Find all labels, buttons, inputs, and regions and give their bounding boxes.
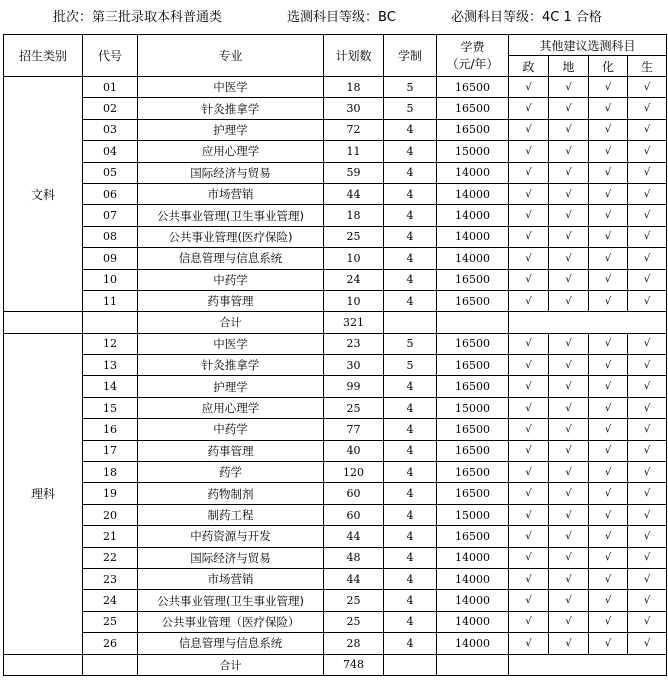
check-mark: √ [509,547,549,568]
table-row [4,419,667,440]
check-mark: √ [549,526,589,547]
major-cell: 公共事业管理(医疗保险) [138,226,324,247]
table-row [4,462,667,483]
plan-cell: 44 [324,526,384,547]
major-cell: 药事管理 [138,290,324,311]
check-mark: √ [549,141,589,162]
check-mark: √ [509,162,549,183]
duration-cell: 4 [384,205,437,226]
code-cell: 21 [83,526,138,547]
code-cell: 07 [83,205,138,226]
check-mark: √ [509,633,549,654]
total-label: 合计 [138,312,324,333]
code-cell: 23 [83,568,138,589]
fee-cell: 16500 [437,462,509,483]
check-mark: √ [628,162,667,183]
fee-cell: 14000 [437,248,509,269]
major-cell: 公共事业管理（医疗保险） [138,611,324,632]
check-mark: √ [509,376,549,397]
major-cell: 针灸推拿学 [138,98,324,119]
check-mark: √ [549,269,589,290]
check-mark: √ [589,376,628,397]
major-cell: 应用心理学 [138,141,324,162]
check-mark: √ [628,205,667,226]
fee-cell: 14000 [437,611,509,632]
empty-cell [83,312,138,333]
check-mark: √ [628,547,667,568]
code-cell: 04 [83,141,138,162]
fee-cell: 16500 [437,269,509,290]
check-mark: √ [589,333,628,354]
table-row [4,269,667,290]
major-cell: 针灸推拿学 [138,355,324,376]
fee-cell: 16500 [437,483,509,504]
fee-cell: 16500 [437,355,509,376]
check-mark: √ [589,462,628,483]
check-mark: √ [549,547,589,568]
fee-cell: 14000 [437,547,509,568]
code-cell: 15 [83,397,138,418]
fee-cell: 16500 [437,98,509,119]
check-mark: √ [589,568,628,589]
check-mark: √ [549,77,589,98]
table-row [4,77,667,98]
check-mark: √ [549,226,589,247]
fee-cell: 14000 [437,633,509,654]
check-mark: √ [589,504,628,525]
fee-cell: 16500 [437,77,509,98]
code-cell: 09 [83,248,138,269]
check-mark: √ [628,355,667,376]
empty-cell [509,654,667,675]
check-mark: √ [628,462,667,483]
fee-cell: 15000 [437,141,509,162]
table-row [4,98,667,119]
plan-cell: 99 [324,376,384,397]
table-row [4,248,667,269]
check-mark: √ [628,440,667,461]
fee-cell: 14000 [437,226,509,247]
code-cell: 12 [83,333,138,354]
check-mark: √ [509,355,549,376]
duration-cell: 4 [384,483,437,504]
check-mark: √ [589,141,628,162]
table-row [4,162,667,183]
code-cell: 10 [83,269,138,290]
table-row [4,141,667,162]
major-cell: 药学 [138,462,324,483]
check-mark: √ [509,290,549,311]
check-mark: √ [589,205,628,226]
major-cell: 药事管理 [138,440,324,461]
major-cell: 信息管理与信息系统 [138,248,324,269]
table-row [4,397,667,418]
major-cell: 国际经济与贸易 [138,547,324,568]
table-row [4,504,667,525]
plan-cell: 44 [324,183,384,204]
check-mark: √ [509,119,549,140]
code-cell: 13 [83,355,138,376]
check-mark: √ [549,162,589,183]
plan-cell: 28 [324,633,384,654]
check-mark: √ [549,419,589,440]
table-row [4,226,667,247]
duration-cell: 4 [384,462,437,483]
major-cell: 药物制剂 [138,483,324,504]
col-header-geography: 地 [549,56,589,77]
duration-cell: 4 [384,269,437,290]
duration-cell: 5 [384,333,437,354]
duration-cell: 4 [384,633,437,654]
table-row [4,483,667,504]
duration-cell: 5 [384,77,437,98]
plan-cell: 60 [324,504,384,525]
check-mark: √ [549,611,589,632]
duration-cell: 4 [384,183,437,204]
check-mark: √ [628,290,667,311]
total-label: 合计 [138,654,324,675]
table-row [4,290,667,311]
code-cell: 18 [83,462,138,483]
code-cell: 14 [83,376,138,397]
major-cell: 中药资源与开发 [138,526,324,547]
check-mark: √ [549,483,589,504]
table-row [4,183,667,204]
check-mark: √ [549,333,589,354]
empty-cell [384,654,437,675]
check-mark: √ [589,483,628,504]
check-mark: √ [628,568,667,589]
major-cell: 中药学 [138,419,324,440]
check-mark: √ [509,526,549,547]
check-mark: √ [549,119,589,140]
table-row [4,376,667,397]
code-cell: 08 [83,226,138,247]
empty-cell [509,312,667,333]
check-mark: √ [628,77,667,98]
code-cell: 01 [83,77,138,98]
table-row [4,633,667,654]
check-mark: √ [549,205,589,226]
duration-cell: 4 [384,290,437,311]
table-header [4,35,667,77]
check-mark: √ [628,269,667,290]
code-cell: 19 [83,483,138,504]
check-mark: √ [549,462,589,483]
check-mark: √ [509,205,549,226]
check-mark: √ [628,183,667,204]
duration-cell: 4 [384,547,437,568]
check-mark: √ [509,248,549,269]
check-mark: √ [549,504,589,525]
col-header-subjects-group: 其他建议选测科目 [509,35,667,56]
check-mark: √ [549,248,589,269]
table-row [4,333,667,354]
check-mark: √ [589,98,628,119]
check-mark: √ [509,462,549,483]
check-mark: √ [628,98,667,119]
check-mark: √ [628,526,667,547]
plan-cell: 23 [324,333,384,354]
empty-cell [384,312,437,333]
code-cell: 17 [83,440,138,461]
col-header-category: 招生类别 [4,35,83,77]
total-row [4,654,667,675]
check-mark: √ [589,633,628,654]
check-mark: √ [549,568,589,589]
check-mark: √ [628,483,667,504]
duration-cell: 4 [384,568,437,589]
check-mark: √ [509,419,549,440]
duration-cell: 4 [384,119,437,140]
check-mark: √ [628,141,667,162]
fee-cell: 16500 [437,440,509,461]
major-cell: 中医学 [138,77,324,98]
plan-cell: 48 [324,547,384,568]
duration-cell: 5 [384,98,437,119]
check-mark: √ [549,397,589,418]
check-mark: √ [549,590,589,611]
plan-cell: 44 [324,568,384,589]
check-mark: √ [628,226,667,247]
check-mark: √ [628,419,667,440]
check-mark: √ [589,119,628,140]
major-cell: 护理学 [138,376,324,397]
check-mark: √ [509,98,549,119]
check-mark: √ [589,269,628,290]
col-header-duration: 学制 [384,35,437,77]
table-row [4,205,667,226]
duration-cell: 4 [384,590,437,611]
plan-cell: 72 [324,119,384,140]
code-cell: 26 [83,633,138,654]
duration-cell: 4 [384,248,437,269]
total-row [4,312,667,333]
major-cell: 信息管理与信息系统 [138,633,324,654]
plan-cell: 10 [324,248,384,269]
code-cell: 03 [83,119,138,140]
empty-cell [4,654,83,675]
check-mark: √ [589,77,628,98]
fee-cell: 14000 [437,183,509,204]
fee-cell: 16500 [437,119,509,140]
check-mark: √ [549,355,589,376]
check-mark: √ [628,376,667,397]
fee-cell: 15000 [437,397,509,418]
major-cell: 市场营销 [138,183,324,204]
plan-cell: 25 [324,611,384,632]
duration-cell: 4 [384,440,437,461]
check-mark: √ [509,269,549,290]
col-header-politics: 政 [509,56,549,77]
major-cell: 公共事业管理(卫生事业管理) [138,205,324,226]
category-cell: 文科 [4,77,83,312]
table-row [4,526,667,547]
code-cell: 16 [83,419,138,440]
check-mark: √ [549,290,589,311]
check-mark: √ [628,504,667,525]
col-header-major: 专业 [138,35,324,77]
fee-cell: 14000 [437,205,509,226]
plan-cell: 59 [324,162,384,183]
check-mark: √ [509,504,549,525]
fee-cell: 16500 [437,526,509,547]
duration-cell: 4 [384,504,437,525]
plan-cell: 10 [324,290,384,311]
code-cell: 02 [83,98,138,119]
col-header-fee: 学费 （元/年） [437,35,509,77]
check-mark: √ [549,98,589,119]
major-cell: 国际经济与贸易 [138,162,324,183]
check-mark: √ [549,183,589,204]
check-mark: √ [589,162,628,183]
empty-cell [437,654,509,675]
major-cell: 应用心理学 [138,397,324,418]
check-mark: √ [628,633,667,654]
elective-level-label: 选测科目等级：BC [287,10,396,25]
check-mark: √ [589,397,628,418]
check-mark: √ [589,355,628,376]
major-cell: 中药学 [138,269,324,290]
check-mark: √ [628,590,667,611]
check-mark: √ [509,568,549,589]
fee-cell: 16500 [437,333,509,354]
plan-cell: 30 [324,355,384,376]
check-mark: √ [549,440,589,461]
check-mark: √ [589,226,628,247]
major-cell: 护理学 [138,119,324,140]
col-header-chemistry: 化 [589,56,628,77]
fee-cell: 14000 [437,162,509,183]
major-cell: 中医学 [138,333,324,354]
check-mark: √ [509,611,549,632]
fee-cell: 14000 [437,590,509,611]
check-mark: √ [509,483,549,504]
duration-cell: 4 [384,162,437,183]
check-mark: √ [628,397,667,418]
table-row [4,355,667,376]
fee-cell: 16500 [437,419,509,440]
admission-plan-table [3,34,667,676]
table-row [4,611,667,632]
check-mark: √ [589,290,628,311]
duration-cell: 4 [384,526,437,547]
major-cell: 公共事业管理(卫生事业管理) [138,590,324,611]
duration-cell: 5 [384,355,437,376]
plan-cell: 25 [324,226,384,247]
fee-cell: 16500 [437,290,509,311]
plan-cell: 25 [324,397,384,418]
total-value: 321 [324,312,384,333]
plan-cell: 40 [324,440,384,461]
check-mark: √ [589,440,628,461]
check-mark: √ [589,611,628,632]
code-cell: 22 [83,547,138,568]
empty-cell [437,312,509,333]
duration-cell: 4 [384,397,437,418]
page-header [0,0,668,30]
code-cell: 24 [83,590,138,611]
check-mark: √ [509,77,549,98]
check-mark: √ [509,590,549,611]
check-mark: √ [509,183,549,204]
major-cell: 市场营销 [138,568,324,589]
code-cell: 06 [83,183,138,204]
plan-cell: 25 [324,590,384,611]
duration-cell: 4 [384,611,437,632]
check-mark: √ [589,248,628,269]
check-mark: √ [549,376,589,397]
col-header-biology: 生 [628,56,667,77]
check-mark: √ [509,141,549,162]
check-mark: √ [509,333,549,354]
table-row [4,547,667,568]
check-mark: √ [509,226,549,247]
fee-cell: 15000 [437,504,509,525]
required-level-label: 必测科目等级：4C 1 合格 [451,10,602,25]
check-mark: √ [628,611,667,632]
plan-cell: 60 [324,483,384,504]
empty-cell [83,654,138,675]
duration-cell: 4 [384,376,437,397]
check-mark: √ [589,183,628,204]
check-mark: √ [509,440,549,461]
category-cell: 理科 [4,333,83,654]
check-mark: √ [549,633,589,654]
code-cell: 05 [83,162,138,183]
check-mark: √ [589,547,628,568]
table-row [4,590,667,611]
check-mark: √ [589,590,628,611]
code-cell: 25 [83,611,138,632]
check-mark: √ [628,248,667,269]
plan-cell: 77 [324,419,384,440]
duration-cell: 4 [384,141,437,162]
check-mark: √ [589,419,628,440]
col-header-code: 代号 [83,35,138,77]
major-cell: 制药工程 [138,504,324,525]
table-row [4,440,667,461]
total-value: 748 [324,654,384,675]
batch-label: 批次：第三批录取本科普通类 [53,10,223,25]
table-body [4,77,667,676]
fee-cell: 14000 [437,568,509,589]
fee-cell: 16500 [437,376,509,397]
code-cell: 20 [83,504,138,525]
col-header-plan: 计划数 [324,35,384,77]
code-cell: 11 [83,290,138,311]
check-mark: √ [589,526,628,547]
duration-cell: 4 [384,226,437,247]
plan-cell: 18 [324,77,384,98]
plan-cell: 11 [324,141,384,162]
table-row [4,119,667,140]
empty-cell [4,312,83,333]
check-mark: √ [509,397,549,418]
plan-cell: 18 [324,205,384,226]
plan-cell: 120 [324,462,384,483]
plan-cell: 24 [324,269,384,290]
check-mark: √ [628,119,667,140]
plan-cell: 30 [324,98,384,119]
table-row [4,568,667,589]
check-mark: √ [628,333,667,354]
duration-cell: 4 [384,419,437,440]
